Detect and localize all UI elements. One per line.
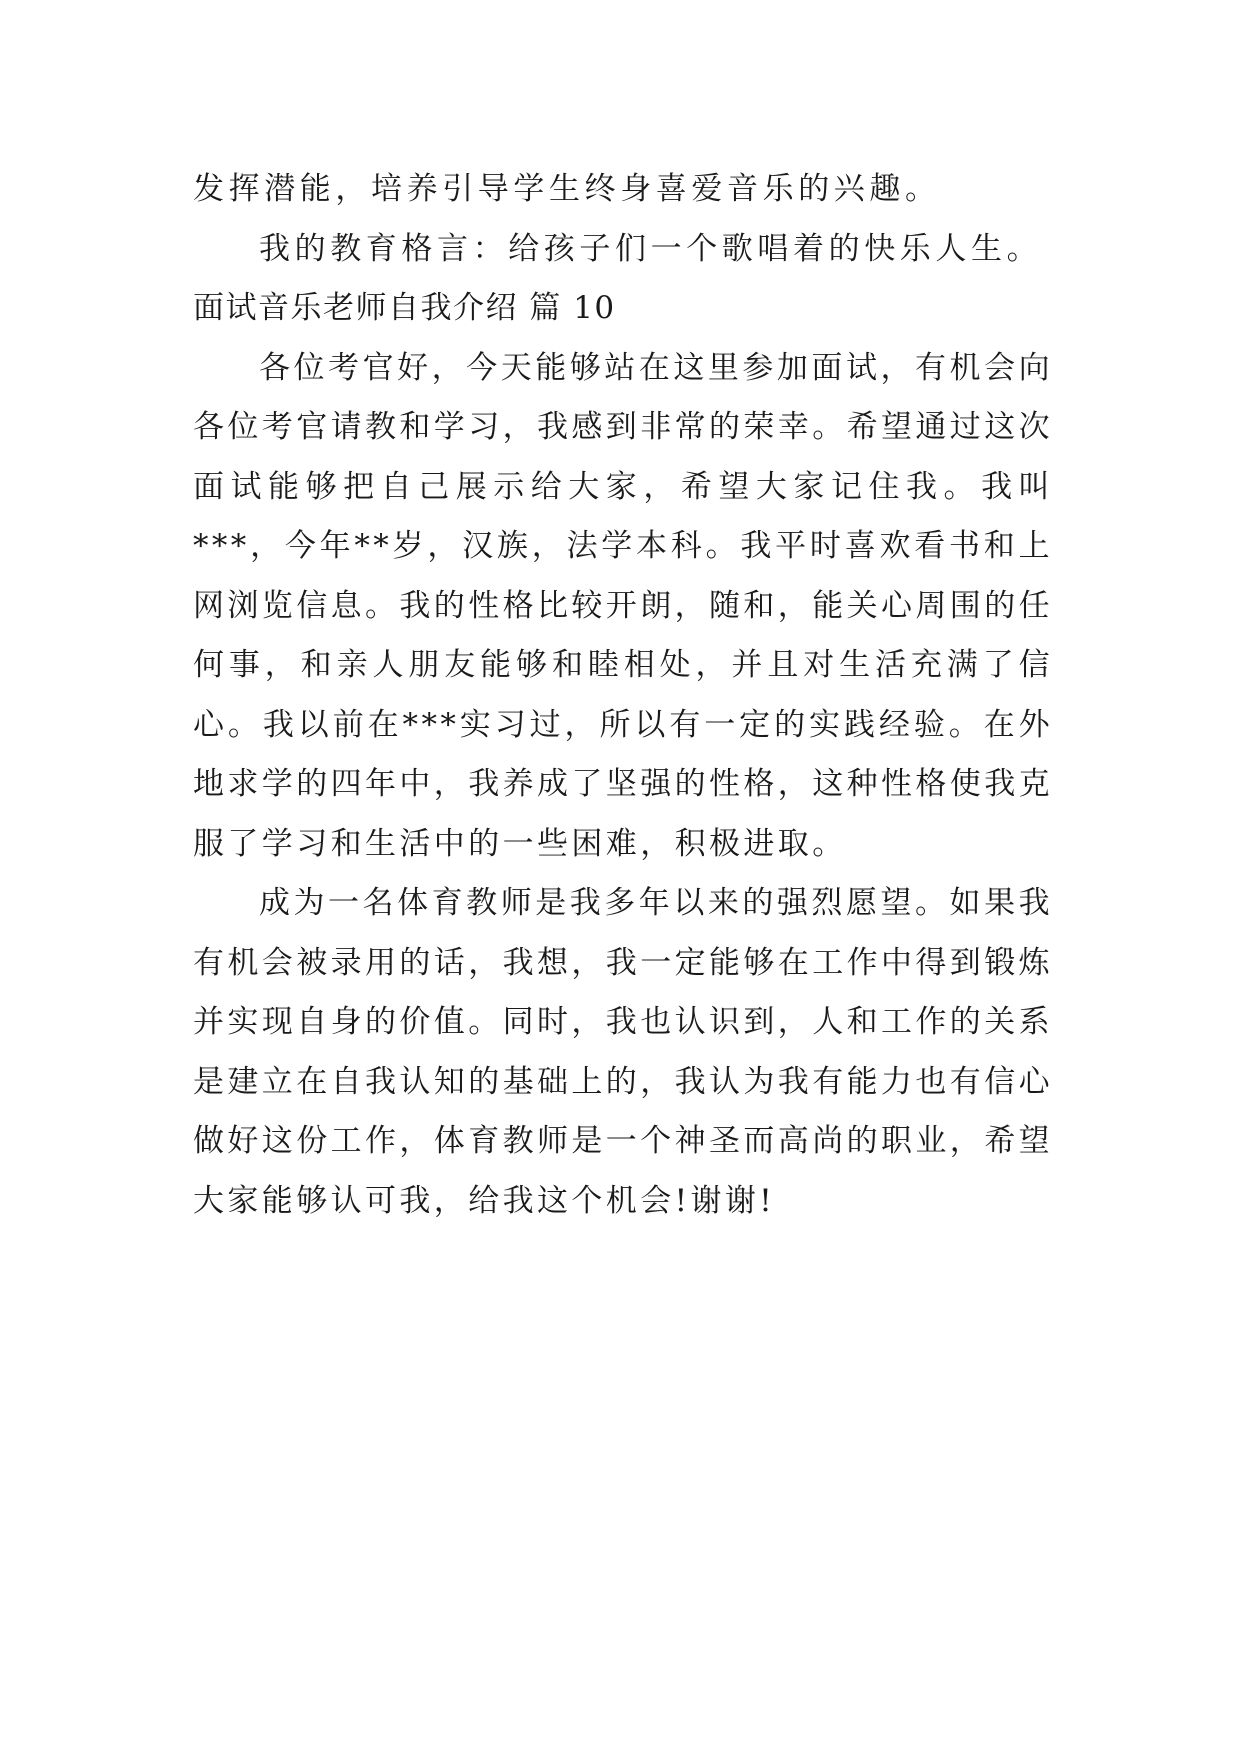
document-page — [193, 160, 1053, 1231]
paragraph-intro: 各位考官好，今天能够站在这里参加面试，有机会向各位考官请教和学习，我感到非常的荣幸。希望通过这次面试能够把自己展示给大家，希望大家记住我。我叫***，今年**岁，汉族，法学本科。我平时喜欢看书和上网浏览信息。我的性格比较开朗，随和，能关心周围的任何事，和亲人朋友能够和睦相处，并且对生活充满了信心。我以前在***实习过，所以有一定的实践经验。在外地求学的四年中，我养成了坚强的性格，这种性格使我克服了学习和生活中的一些困难，积极进取。 — [193, 349, 1053, 862]
paragraph-aspiration: 成为一名体育教师是我多年以来的强烈愿望。如果我有机会被录用的话，我想，我一定能够在工作中得到锻炼并实现自身的价值。同时，我也认识到，人和工作的关系是建立在自我认知的基础上的，我认为我有能力也有信心做好这份工作，体育教师是一个神圣而高尚的职业，希望大家能够认可我，给我这个机会!谢谢! — [193, 885, 1053, 1219]
section-heading: 面试音乐老师自我介绍 篇 10 — [193, 290, 616, 326]
continued-text: 发挥潜能，培养引导学生终身喜爱音乐的兴趣。 — [193, 171, 941, 207]
education-motto: 我的教育格言：给孩子们一个歌唱着的快乐人生。 — [259, 230, 1043, 267]
